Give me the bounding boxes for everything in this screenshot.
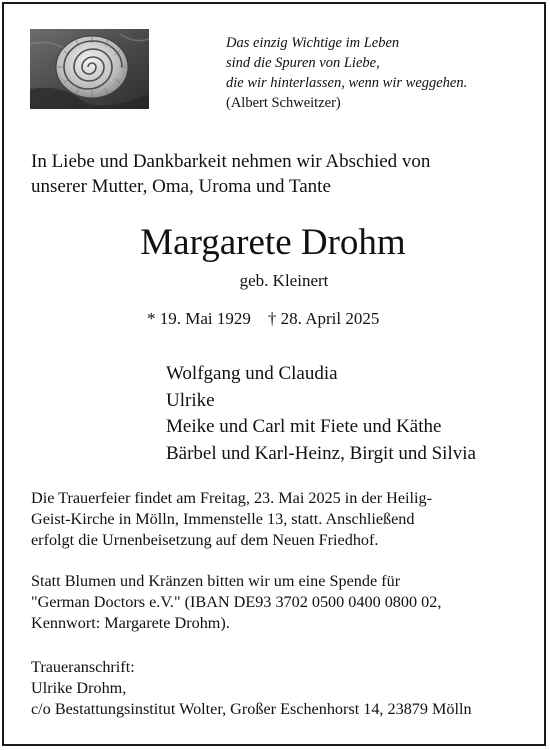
donation-line: "German Doctors e.V." (IBAN DE93 3702 0500 0400 0800 02,: [31, 593, 442, 611]
mourning-address: [31, 657, 472, 720]
quote-author: (Albert Schweitzer): [226, 95, 341, 111]
ceremony-line: Die Trauerfeier findet am Freitag, 23. Mai 2025 in der Heilig-: [31, 489, 432, 507]
quote-line: sind die Spuren von Liebe,: [226, 55, 380, 71]
quote-line: die wir hinterlassen, wenn wir weggehen.: [226, 75, 468, 91]
intro-line: In Liebe und Dankbarkeit nehmen wir Abschied von: [31, 151, 431, 172]
intro-text: [31, 149, 430, 199]
donation-line: Statt Blumen und Kränzen bitten wir um eine Spende für: [31, 572, 401, 590]
family-member: Ulrike: [166, 389, 215, 411]
ceremony-line: erfolgt die Urnenbeisetzung auf dem Neuen Friedhof.: [31, 531, 379, 549]
ceremony-line: Geist-Kirche in Mölln, Immenstelle 13, statt. Anschließend: [31, 510, 415, 528]
family-list: [166, 361, 476, 468]
maiden-name: geb. Kleinert: [239, 271, 329, 290]
donation-line: Kennwort: Margarete Drohm).: [31, 614, 230, 632]
donation-paragraph: [31, 571, 441, 634]
ammonite-shell-image: [30, 29, 149, 109]
life-dates: * 19. Mai 1929 † 28. April 2025: [147, 309, 380, 328]
ceremony-paragraph: [31, 488, 432, 551]
family-member: Wolfgang und Claudia: [166, 363, 338, 384]
quote-line: Das einzig Wichtige im Leben: [226, 35, 400, 51]
quote-text: [226, 33, 467, 93]
address-line: Traueranschrift:: [31, 658, 135, 676]
address-line: c/o Bestattungsinstitut Wolter, Großer Eschenhorst 14, 23879 Mölln: [31, 700, 472, 718]
intro-line: unserer Mutter, Oma, Uroma und Tante: [31, 176, 331, 197]
address-line: Ulrike Drohm,: [31, 679, 127, 697]
family-member: Meike und Carl mit Fiete und Käthe: [166, 416, 442, 438]
deceased-name: Margarete Drohm: [140, 222, 406, 263]
family-member: Bärbel und Karl-Heinz, Birgit und Silvia: [166, 443, 476, 465]
